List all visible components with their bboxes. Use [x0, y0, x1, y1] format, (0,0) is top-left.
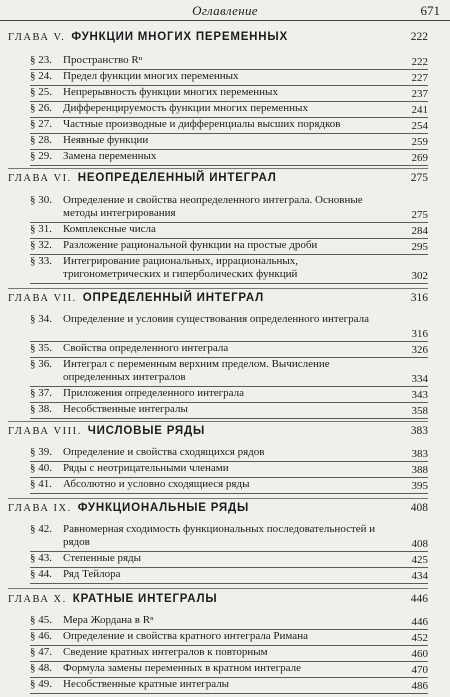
chapter-heading	[8, 292, 428, 308]
section-page: 275	[411, 209, 428, 221]
toc-entry	[30, 552, 428, 568]
section-number: § 30.	[30, 194, 52, 206]
section-number: § 38.	[30, 403, 52, 415]
chapter-divider	[8, 168, 428, 169]
section-number: § 34.	[30, 313, 52, 325]
section-title: Непрерывность функции многих переменных	[63, 86, 278, 98]
chapter-divider	[8, 498, 428, 499]
section-title: Приложения определенного интеграла	[63, 387, 245, 399]
section-title: Ряд Тейлора	[63, 568, 121, 580]
section-title: Ряды с неотрицательными членами	[63, 462, 229, 474]
chapter-page: 408	[410, 502, 428, 514]
toc-entry	[30, 342, 428, 358]
toc-entry	[30, 568, 428, 584]
section-page: 395	[411, 480, 428, 492]
section-page: 460	[411, 648, 428, 660]
section-number: § 26.	[30, 102, 52, 114]
section-page: 302	[411, 270, 428, 282]
section-title: Дифференцируемость функции многих переменных	[63, 102, 308, 114]
section-number: § 41.	[30, 478, 52, 490]
toc-entry	[30, 255, 428, 284]
section-number: § 40.	[30, 462, 52, 474]
section-title: Предел функции многих переменных	[63, 70, 239, 82]
chapter-page: 316	[410, 292, 428, 304]
section-title: Частные производные и дифференциалы высших порядков	[63, 118, 341, 130]
section-page: 334	[411, 373, 428, 385]
toc-entry	[30, 462, 428, 478]
section-page: 358	[411, 405, 428, 417]
toc-entry	[30, 134, 428, 150]
section-number: § 32.	[30, 239, 52, 251]
section-number: § 43.	[30, 552, 52, 564]
section-page: 383	[411, 448, 428, 460]
toc-entry	[30, 662, 428, 678]
section-number: § 36.	[30, 358, 52, 370]
chapter-heading	[8, 502, 428, 518]
toc-entry	[30, 239, 428, 255]
section-number: § 27.	[30, 118, 52, 130]
chapter-heading	[8, 425, 428, 441]
toc-entry	[30, 523, 428, 552]
chapter-page: 446	[410, 593, 428, 605]
header-title: Оглавление	[192, 3, 258, 18]
chapter-title: ЧИСЛОВЫЕ РЯДЫ	[87, 425, 206, 437]
chapter-title: НЕОПРЕДЕЛЕННЫЙ ИНТЕГРАЛ	[77, 172, 277, 184]
section-title: Сведение кратных интегралов к повторным	[63, 646, 268, 658]
section-number: § 31.	[30, 223, 52, 235]
section-page: 241	[411, 104, 428, 116]
chapter-title: КРАТНЫЕ ИНТЕГРАЛЫ	[72, 593, 218, 605]
section-page: 295	[411, 241, 428, 253]
chapter-heading	[8, 172, 428, 188]
section-title: Мера Жордана в Rⁿ	[63, 614, 154, 626]
toc-entry	[30, 150, 428, 166]
toc-entry	[30, 403, 428, 419]
header-page-number: 671	[420, 3, 440, 18]
section-title: Комплексные числа	[63, 223, 156, 235]
section-page: 408	[411, 538, 428, 550]
section-number: § 49.	[30, 678, 52, 690]
section-number: § 28.	[30, 134, 52, 146]
section-title: Разложение рациональной функции на простые дроби	[63, 239, 318, 251]
section-title: Формула замены переменных в кратном интеграле	[63, 662, 302, 674]
chapter-label: ГЛАВА X.	[8, 594, 67, 605]
section-page: 259	[411, 136, 428, 148]
section-number: § 45.	[30, 614, 52, 626]
section-number: § 48.	[30, 662, 52, 674]
section-title: Определение и свойства кратного интеграла Римана	[63, 630, 308, 642]
section-number: § 29.	[30, 150, 52, 162]
section-title: Интегрирование рациональных, иррациональных, тригонометрических и гиперболических функций	[63, 255, 299, 280]
section-number: § 25.	[30, 86, 52, 98]
chapter-page: 222	[410, 31, 428, 43]
section-page: 388	[411, 464, 428, 476]
section-title: Замена переменных	[63, 150, 157, 162]
section-page: 316	[411, 328, 428, 340]
section-title: Определение и свойства сходящихся рядов	[63, 446, 265, 458]
toc-entry	[30, 387, 428, 403]
section-number: § 46.	[30, 630, 52, 642]
section-page: 486	[411, 680, 428, 692]
chapter-label: ГЛАВА VI.	[8, 173, 72, 184]
section-page: 284	[411, 225, 428, 237]
toc-entry	[30, 54, 428, 70]
chapter-label: ГЛАВА VII.	[8, 293, 77, 304]
toc-entry	[30, 478, 428, 494]
chapter-label: ГЛАВА IX.	[8, 503, 72, 514]
section-number: § 37.	[30, 387, 52, 399]
toc-entry	[30, 70, 428, 86]
section-number: § 44.	[30, 568, 52, 580]
chapter-label: ГЛАВА V.	[8, 32, 66, 43]
chapter-divider	[8, 421, 428, 422]
toc-entry	[30, 194, 428, 223]
section-number: § 47.	[30, 646, 52, 658]
section-page: 326	[411, 344, 428, 356]
toc-entry	[30, 86, 428, 102]
toc-entry	[30, 223, 428, 239]
section-number: § 39.	[30, 446, 52, 458]
chapter-title: ФУНКЦИОНАЛЬНЫЕ РЯДЫ	[77, 502, 250, 514]
section-title: Степенные ряды	[63, 552, 141, 564]
section-page: 434	[411, 570, 428, 582]
section-page: 222	[411, 56, 428, 68]
section-page: 254	[411, 120, 428, 132]
section-page: 446	[411, 616, 428, 628]
toc-entry	[30, 614, 428, 630]
toc-entry	[30, 118, 428, 134]
section-page: 425	[411, 554, 428, 566]
section-number: § 33.	[30, 255, 52, 267]
section-number: § 35.	[30, 342, 52, 354]
section-page: 237	[411, 88, 428, 100]
chapter-label: ГЛАВА VIII.	[8, 426, 82, 437]
chapter-title: ОПРЕДЕЛЕННЫЙ ИНТЕГРАЛ	[82, 292, 264, 304]
chapter-heading	[8, 31, 428, 47]
chapter-heading	[8, 593, 428, 609]
section-page: 343	[411, 389, 428, 401]
chapter-title: ФУНКЦИИ МНОГИХ ПЕРЕМЕННЫХ	[71, 31, 288, 43]
toc-entry	[30, 678, 428, 694]
section-title: Пространство Rⁿ	[63, 54, 143, 66]
chapter-divider	[8, 288, 428, 289]
toc-entry	[30, 358, 428, 387]
toc-entry	[30, 630, 428, 646]
chapter-page: 383	[410, 425, 428, 437]
section-number: § 24.	[30, 70, 52, 82]
section-page: 452	[411, 632, 428, 644]
chapter-page: 275	[410, 172, 428, 184]
section-title: Несобственные кратные интегралы	[63, 678, 230, 690]
section-title: Определение и условия существования определенного интеграла	[63, 313, 369, 325]
page-header	[0, 0, 450, 21]
section-title: Свойства определенного интеграла	[63, 342, 229, 354]
toc-entry	[30, 646, 428, 662]
section-title: Определение и свойства неопределенного интеграла. Основные методы интегрирования	[63, 194, 363, 219]
section-title: Интеграл с переменным верхним пределом. Вычисление определенных интегралов	[63, 358, 330, 383]
toc-entry	[30, 313, 428, 342]
toc-entry	[30, 102, 428, 118]
section-page: 269	[411, 152, 428, 164]
toc-entry	[30, 446, 428, 462]
chapter-divider	[8, 588, 428, 589]
section-page: 227	[411, 72, 428, 84]
section-number: § 23.	[30, 54, 52, 66]
section-title: Несобственные интегралы	[63, 403, 188, 415]
section-number: § 42.	[30, 523, 52, 535]
section-page: 470	[411, 664, 428, 676]
section-title: Равномерная сходимость функциональных последовательностей и рядов	[63, 523, 376, 548]
section-title: Абсолютно и условно сходящиеся ряды	[63, 478, 250, 490]
section-title: Неявные функции	[63, 134, 149, 146]
